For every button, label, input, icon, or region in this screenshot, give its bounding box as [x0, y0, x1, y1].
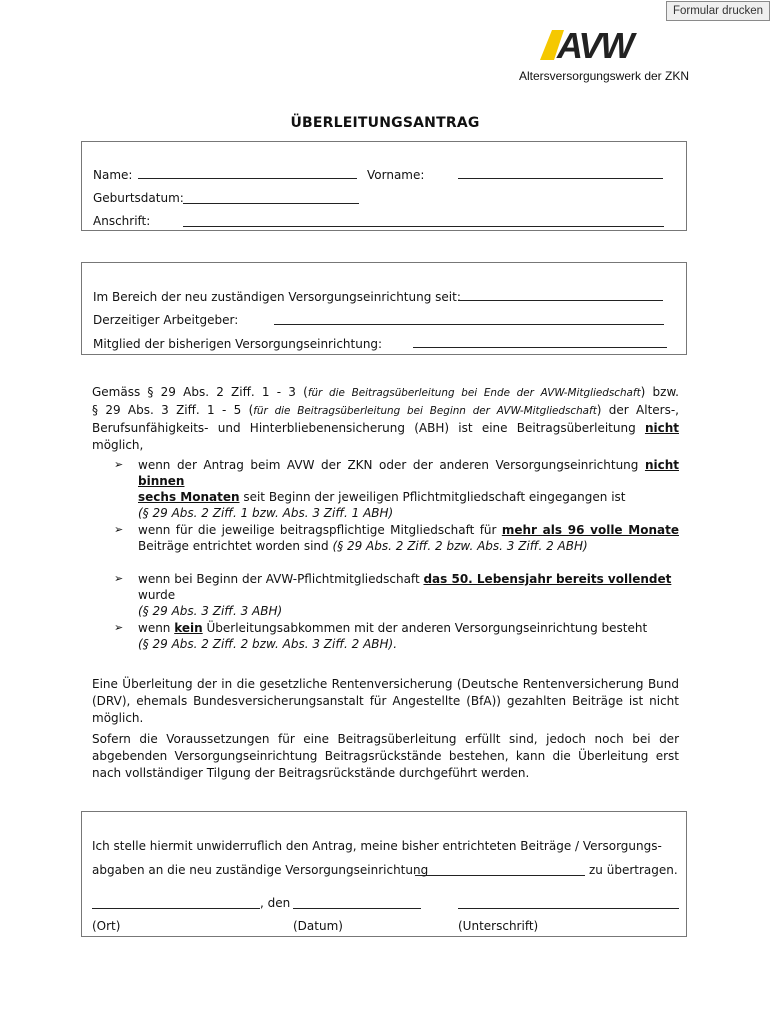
employer-field[interactable]: [274, 324, 664, 325]
organization-name: Altersversorgungswerk der ZKN: [518, 69, 689, 83]
personal-data-box: [81, 141, 687, 231]
birth-date-field[interactable]: [183, 203, 359, 204]
bullet-arrow-icon: ➢: [114, 523, 124, 536]
declaration-line-2b: zu übertragen.: [589, 863, 678, 877]
bullet-arrow-icon: ➢: [114, 572, 124, 585]
name-field[interactable]: [138, 178, 357, 179]
avw-logo: [540, 28, 656, 60]
new-institution-label: Im Bereich der neu zuständigen Versorgungseinrichtung seit:: [93, 290, 461, 304]
name-label: Name:: [93, 168, 133, 182]
bullet-arrow-icon: ➢: [114, 458, 124, 471]
logo-text: AVW: [557, 28, 633, 60]
declaration-line-2a: abgaben an die neu zuständige Versorgungseinrichtung: [92, 863, 429, 877]
page-title: ÜBERLEITUNGSANTRAG: [290, 115, 480, 131]
place-field[interactable]: [92, 908, 260, 909]
declaration-line-1: Ich stelle hiermit unwiderruflich den Antrag, meine bisher entrichteten Beiträge / Versorgungs-: [92, 839, 662, 853]
print-form-button[interactable]: Formular drucken: [666, 1, 770, 21]
bullet-item-1: wenn der Antrag beim AVW der ZKN oder der anderen Versorgungseinrichtung nicht binnen sechs Monaten seit Beginn der jeweiligen Pflichtmitgliedschaft eingegangen ist (§ 29 Abs. 2 Ziff. 1 bzw. Abs. 3 Ziff. 1 ABH): [138, 458, 679, 520]
drv-paragraph: Eine Überleitung der in die gesetzliche Rentenversicherung (Deutsche Rentenversicherung Bund (DRV), ehemals Bundesversicherungsanstalt für Angestellte (BfA)) gezahlten Beiträge ist nicht möglich.: [92, 677, 679, 725]
bullet-item-2: wenn für die jeweilige beitragspflichtige Mitgliedschaft für mehr als 96 volle Monate Beiträge entrichtet worden sind (§ 29 Abs. 2 Ziff. 2 bzw. Abs. 3 Ziff. 2 ABH): [138, 523, 679, 553]
date-field[interactable]: [293, 908, 421, 909]
employer-label: Derzeitiger Arbeitgeber:: [93, 313, 239, 327]
previous-member-label: Mitglied der bisherigen Versorgungseinrichtung:: [93, 337, 383, 351]
vorname-field[interactable]: [458, 178, 663, 179]
place-caption: (Ort): [92, 919, 121, 933]
address-field[interactable]: [183, 226, 664, 227]
arrears-paragraph: Sofern die Voraussetzungen für eine Beitragsüberleitung erfüllt sind, jedoch noch bei der abgebenden Versorgungseinrichtung Beitragsrückstände bestehen, kann die Überleitung erst nach vollständiger Tilgung der Beitragsrückstände durchgeführt werden.: [92, 732, 679, 780]
new-institution-date-field[interactable]: [458, 300, 663, 301]
vorname-label: Vorname:: [367, 168, 425, 182]
birth-date-label: Geburtsdatum:: [93, 191, 184, 205]
bullet-arrow-icon: ➢: [114, 621, 124, 634]
signature-caption: (Unterschrift): [458, 919, 539, 933]
date-caption: (Datum): [293, 919, 343, 933]
previous-institution-field[interactable]: [413, 347, 667, 348]
legal-paragraph: Gemäss § 29 Abs. 2 Ziff. 1 - 3 (für die Beitragsüberleitung bei Ende der AVW-Mitgliedschaft) bzw. § 29 Abs. 3 Ziff. 1 - 5 (für die Beitragsüberleitung bei Beginn der AVW-Mitgliedschaft) der Alters-, Berufsunfähigkeits- und Hinterbliebenensicherung (ABH) ist eine Beitragsüberleitung nicht möglich,: [92, 385, 679, 452]
den-label: , den: [260, 896, 291, 910]
new-institution-name-field[interactable]: [415, 875, 585, 876]
address-label: Anschrift:: [93, 214, 151, 228]
signature-field[interactable]: [458, 908, 679, 909]
bullet-item-3: wenn bei Beginn der AVW-Pflichtmitgliedschaft das 50. Lebensjahr bereits vollendet wurde (§ 29 Abs. 3 Ziff. 3 ABH): [138, 572, 672, 618]
bullet-item-4: wenn kein Überleitungsabkommen mit der anderen Versorgungseinrichtung besteht (§ 29 Abs. 2 Ziff. 2 bzw. Abs. 3 Ziff. 2 ABH).: [138, 621, 648, 651]
